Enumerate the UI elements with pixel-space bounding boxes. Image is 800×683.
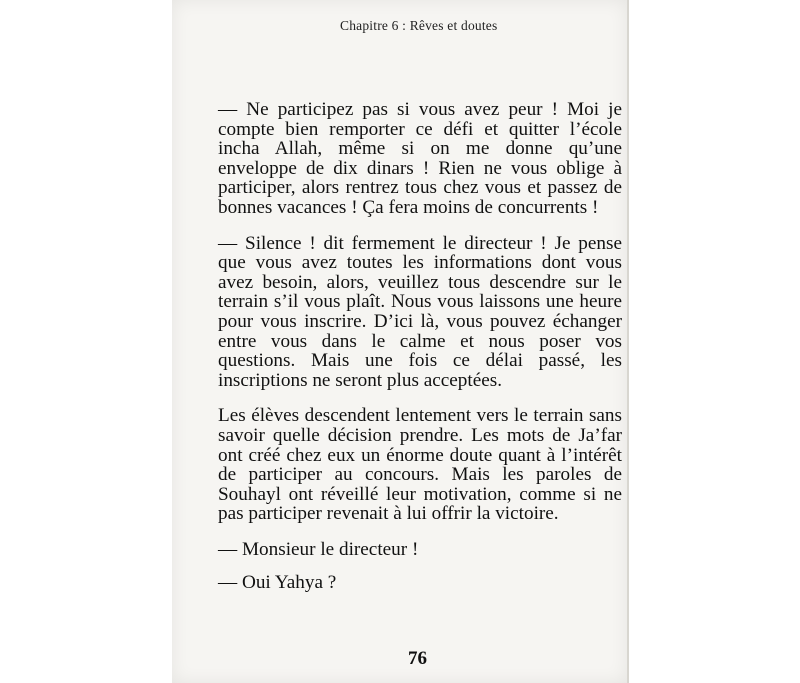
paragraph-5: — Oui Yahya ? xyxy=(218,572,337,594)
page-edge xyxy=(627,0,629,683)
running-header: Chapitre 6 : Rêves et doutes xyxy=(340,18,498,33)
paragraph-3: Les élèves descendent lentement vers le terrain sans savoir quelle décision prendre. Les mots de Ja’far ont créé chez eux un énorme doute quant à l’intérêt de participer au concours. Mais les paroles de Souhayl ont réveillé leur motivation, comme si ne pas participer revenait à lui offrir la victoire. xyxy=(218,405,622,525)
paragraph-2: — Silence ! dit fermement le directeur ! Je pense que vous avez toutes les informations dont vous avez besoin, alors, veuillez tous descendre sur le terrain s’il vous plaît. Nous vous laissons une heure pour vous inscrire. D’ici là, vous pouvez échanger entre vous dans le calme et nous poser vos questions. Mais une fois ce délai passé, les inscriptions ne seront plus acceptées. xyxy=(218,232,622,391)
body-text xyxy=(218,100,622,607)
page-number: 76 xyxy=(408,648,427,669)
paragraph-1: — Ne participez pas si vous avez peur ! Moi je compte bien remporter ce défi et quitter l’école incha Allah, même si on me donne qu’une enveloppe de dix dinars ! Rien ne vous oblige à participer, alors rentrez tous chez vous et passez de bonnes vacances ! Ça fera moins de concurrents ! xyxy=(218,99,622,218)
paragraph-4: — Monsieur le directeur ! xyxy=(218,538,419,560)
